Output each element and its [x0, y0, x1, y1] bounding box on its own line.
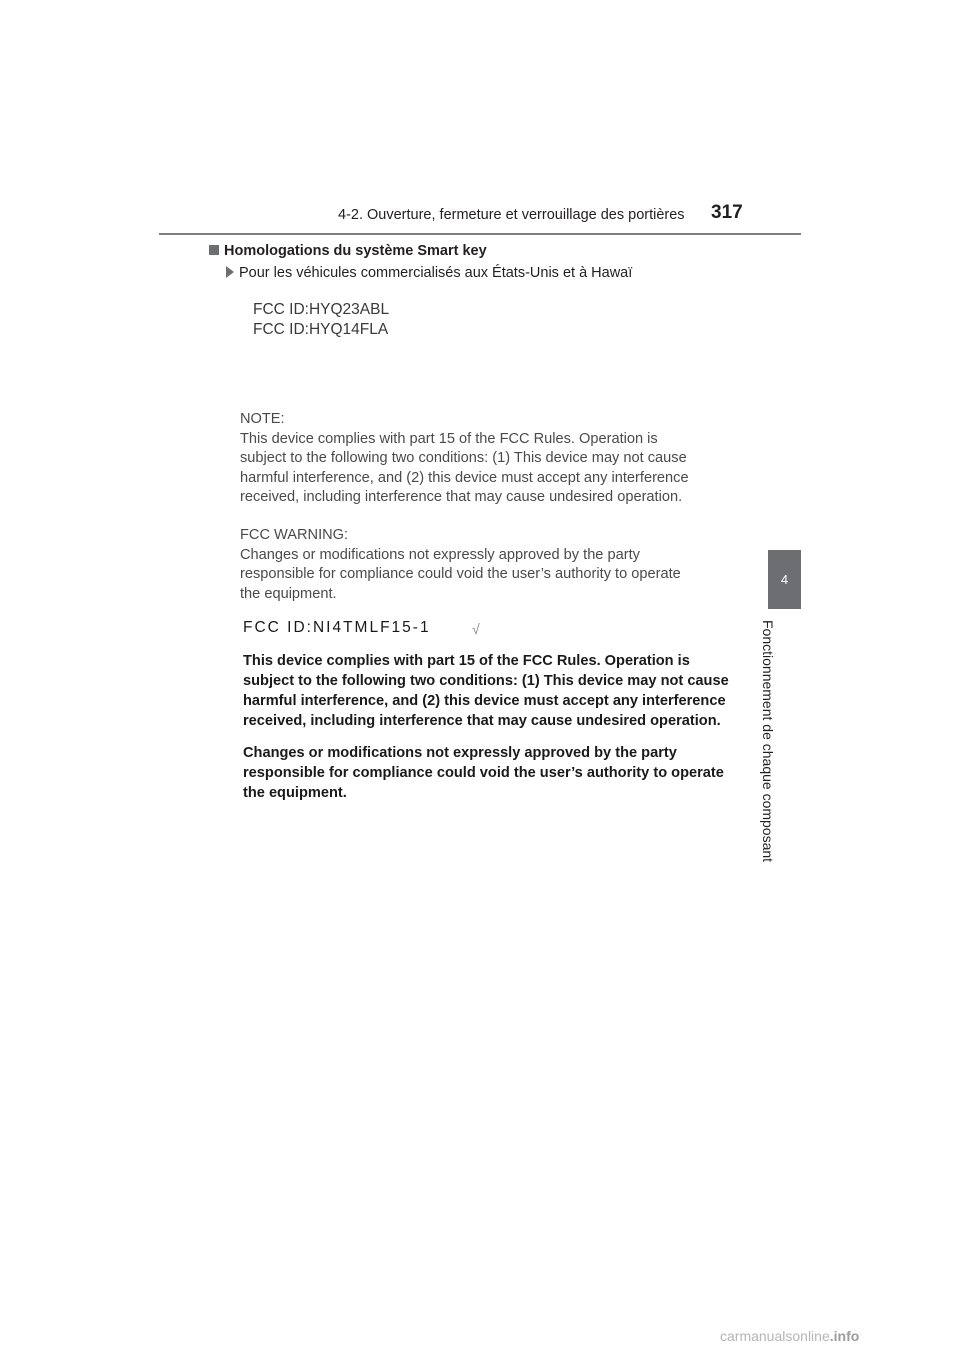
notice1-note: [240, 410, 740, 508]
triangle-bullet-icon: [226, 266, 234, 278]
page-number: 317: [711, 202, 743, 223]
fcc-id-1: FCC ID:HYQ23ABL: [253, 301, 390, 318]
note-line: This device complies with part 15 of the FCC Rules. Operation is: [240, 430, 658, 447]
warning-line: responsible for compliance could void the user’s authority to operate: [240, 566, 681, 582]
notice1-warning: [240, 526, 740, 604]
notice2-para1: [243, 651, 743, 731]
para1-line: harmful interference, and (2) this device must accept any interference: [243, 693, 726, 709]
para2-line: Changes or modifications not expressly approved by the party: [243, 745, 677, 761]
header-title: 4-2. Ouverture, fermeture et verrouillage des portières: [338, 207, 685, 223]
chapter-number: 4: [780, 572, 789, 587]
note-line: subject to the following two conditions: (1) This device may not cause: [240, 450, 687, 466]
square-bullet-icon: [209, 245, 219, 255]
note-line: harmful interference, and (2) this device must accept any interference: [240, 469, 689, 486]
para1-line: subject to the following two conditions: (1) This device may not cause: [243, 673, 729, 689]
header-rule: [159, 233, 801, 235]
watermark: [720, 1328, 859, 1344]
chapter-label: Fonctionnement de chaque composant: [760, 620, 776, 863]
para2-line: responsible for compliance could void the user’s authority to operate: [243, 765, 724, 781]
section-title-text: Homologations du système Smart key: [224, 243, 487, 259]
note-heading: NOTE:: [240, 411, 285, 427]
warning-line: Changes or modifications not expressly approved by the party: [240, 546, 640, 563]
check-mark: √: [472, 621, 480, 637]
sub-item-text: Pour les véhicules commercialisés aux États-Unis et à Hawaï: [239, 265, 633, 281]
chapter-tab: [768, 550, 801, 609]
watermark-suffix: .info: [829, 1328, 860, 1344]
note-line: received, including interference that may cause undesired operation.: [240, 489, 683, 505]
watermark-prefix: carmanualsonline: [720, 1328, 830, 1344]
fcc-id-3: FCC ID:NI4TMLF15-1: [243, 619, 431, 636]
fcc-id-2: FCC ID:HYQ14FLA: [253, 321, 389, 338]
section-title: [209, 243, 487, 259]
warning-line: the equipment.: [240, 585, 337, 602]
para1-line: received, including interference that may cause undesired operation.: [243, 713, 721, 729]
para2-line: the equipment.: [243, 785, 347, 801]
notice2-para2: [243, 743, 743, 803]
warning-heading: FCC WARNING:: [240, 527, 349, 543]
para1-line: This device complies with part 15 of the FCC Rules. Operation is: [243, 653, 690, 669]
sub-item: [226, 265, 632, 281]
